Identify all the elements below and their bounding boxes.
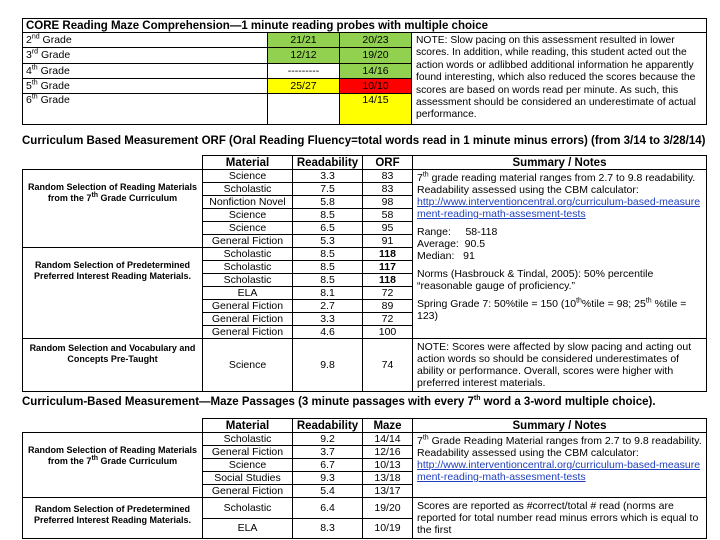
maze-row-score: 10/13 <box>363 459 413 472</box>
orf-row-material: Nonfiction Novel <box>203 196 293 209</box>
maze-row-score: 13/17 <box>363 485 413 498</box>
core-note: NOTE: Slow pacing on this assessment resulted in lower scores. In addition, while reading, this student acted out the action words or adlibbed additional information he apparently found interesting, which also reduced the scores because the scores are based on words read per minute. As such, this assessment should be considered an underestimate of actual performance. <box>412 33 707 125</box>
orf-row-score: 117 <box>363 261 413 274</box>
orf-row-score: 98 <box>363 196 413 209</box>
orf-heading: Curriculum Based Measurement ORF (Oral Reading Fluency=total words read in 1 minute minus errors) (from 3/14 to 3/28/14) <box>22 135 706 147</box>
orf-row-material: General Fiction <box>203 235 293 248</box>
orf-row-material: General Fiction <box>203 326 293 339</box>
orf-row-material: ELA <box>203 287 293 300</box>
maze-row-score: 13/18 <box>363 472 413 485</box>
orf-notes <box>413 170 707 339</box>
orf-row-score: 91 <box>363 235 413 248</box>
orf-row-readability: 4.6 <box>293 326 363 339</box>
grade-5: 5th Grade <box>23 78 268 93</box>
orf-norms: Norms (Hasbrouck & Tindal, 2005): 50% percentile “reasonable gauge of proficiency.” <box>417 268 654 292</box>
maze-row-material: Scholastic <box>203 433 293 446</box>
maze-notes <box>413 433 707 498</box>
core-3-a: 12/12 <box>268 48 340 63</box>
orf-row-readability: 6.5 <box>293 222 363 235</box>
orf-row-material: Science <box>203 222 293 235</box>
orf-row-readability: 5.3 <box>293 235 363 248</box>
grade-4: 4th Grade <box>23 63 268 78</box>
orf-table <box>22 155 707 392</box>
orf-row-score: 83 <box>363 183 413 196</box>
orf-row-score: 89 <box>363 300 413 313</box>
orf-row-material: Scholastic <box>203 261 293 274</box>
orf-row-readability: 2.7 <box>293 300 363 313</box>
orf-row-score: 74 <box>363 339 413 392</box>
maze-range-text: 7th Grade Reading Material ranges from 2.7 to 9.8 readability. Readability assessed using the CBM calculator: <box>417 434 702 459</box>
orf-row-readability: 3.3 <box>293 170 363 183</box>
maze-header-material: Material <box>203 419 293 433</box>
orf-row-material: Scholastic <box>203 248 293 261</box>
maze-table <box>22 418 707 539</box>
core-4-a: --------- <box>268 63 340 78</box>
orf-row-readability: 8.5 <box>293 209 363 222</box>
maze-group-2: Random Selection of Predetermined Preferred Interest Reading Materials. <box>23 498 203 539</box>
orf-row-readability: 9.8 <box>293 339 363 392</box>
orf-row-material: Science <box>203 170 293 183</box>
grade-3: 3rd Grade <box>23 48 268 63</box>
maze-scores-note: Scores are reported as #correct/total # read (norms are reported for total number read minus errors which is equal to the first <box>413 498 707 539</box>
maze-row-score: 12/16 <box>363 446 413 459</box>
maze-row-readability: 6.7 <box>293 459 363 472</box>
orf-note: NOTE: Scores were affected by slow pacing and acting out action words so should be considered underestimates of ability or performance. Overall, scores were higher with preferred interest materials. <box>413 339 707 392</box>
orf-group-2: Random Selection of Predetermined Preferred Interest Reading Materials. <box>23 248 203 339</box>
orf-header-summary: Summary / Notes <box>413 156 707 170</box>
orf-row-score: 118 <box>363 274 413 287</box>
maze-row-readability: 6.4 <box>293 498 363 519</box>
maze-group-1: Random Selection of Reading Materials from the 7th Grade Curriculum <box>23 433 203 498</box>
maze-row-readability: 8.3 <box>293 518 363 539</box>
maze-row-material: Science <box>203 459 293 472</box>
orf-row-score: 72 <box>363 313 413 326</box>
orf-row-readability: 8.5 <box>293 274 363 287</box>
maze-header-summary: Summary / Notes <box>413 419 707 433</box>
core-3-b: 19/20 <box>340 48 412 63</box>
maze-row-material: General Fiction <box>203 485 293 498</box>
orf-spring: Spring Grade 7: 50%tile = 150 (10th%tile = 98; 25th %tile = 123) <box>417 297 687 322</box>
orf-row-score: 58 <box>363 209 413 222</box>
orf-row-score: 100 <box>363 326 413 339</box>
orf-header-score: ORF <box>363 156 413 170</box>
orf-row-readability: 3.3 <box>293 313 363 326</box>
orf-row-score: 72 <box>363 287 413 300</box>
maze-row-score: 14/14 <box>363 433 413 446</box>
orf-row-readability: 5.8 <box>293 196 363 209</box>
orf-range: Range: 58-118 <box>417 226 498 238</box>
core-table <box>22 18 707 125</box>
maze-row-material: ELA <box>203 518 293 539</box>
orf-row-material: General Fiction <box>203 313 293 326</box>
orf-group-1: Random Selection of Reading Materials from the 7th Grade Curriculum <box>23 170 203 248</box>
core-6-b: 14/15 <box>340 94 412 125</box>
core-5-b: 10/10 <box>340 78 412 93</box>
orf-header-material: Material <box>203 156 293 170</box>
maze-row-score: 10/19 <box>363 518 413 539</box>
maze-heading: Curriculum-Based Measurement—Maze Passages (3 minute passages with every 7th word a 3-word multiple choice). <box>22 395 656 408</box>
maze-row-readability: 5.4 <box>293 485 363 498</box>
orf-row-material: Science <box>203 339 293 392</box>
orf-row-material: Scholastic <box>203 274 293 287</box>
maze-row-material: Scholastic <box>203 498 293 519</box>
maze-cbm-link[interactable]: http://www.interventioncentral.org/curriculum-based-measurement-reading-math-assesment-tests <box>417 459 701 483</box>
maze-row-readability: 9.2 <box>293 433 363 446</box>
orf-row-score: 83 <box>363 170 413 183</box>
maze-row-material: General Fiction <box>203 446 293 459</box>
grade-6: 6th Grade <box>23 94 268 125</box>
orf-average: Average: 90.5 <box>417 238 486 250</box>
orf-row-score: 118 <box>363 248 413 261</box>
orf-cbm-link[interactable]: http://www.interventioncentral.org/curriculum-based-measurement-reading-math-assesment-tests <box>417 196 701 220</box>
orf-row-material: Scholastic <box>203 183 293 196</box>
core-2-b: 20/23 <box>340 33 412 48</box>
orf-group-3: Random Selection and Vocabulary and Concepts Pre-Taught <box>23 339 203 392</box>
orf-row-readability: 8.1 <box>293 287 363 300</box>
orf-row-score: 95 <box>363 222 413 235</box>
orf-range-text: 7th grade reading material ranges from 2.7 to 9.8 readability. Readability assessed using the CBM calculator: <box>417 171 696 196</box>
core-title: CORE Reading Maze Comprehension—1 minute reading probes with multiple choice <box>23 19 707 33</box>
orf-row-readability: 8.5 <box>293 248 363 261</box>
grade-2: 2nd Grade <box>23 33 268 48</box>
core-2-a: 21/21 <box>268 33 340 48</box>
orf-row-readability: 7.5 <box>293 183 363 196</box>
maze-row-score: 19/20 <box>363 498 413 519</box>
maze-header-readability: Readability <box>293 419 363 433</box>
maze-row-material: Social Studies <box>203 472 293 485</box>
core-4-b: 14/16 <box>340 63 412 78</box>
maze-row-readability: 9.3 <box>293 472 363 485</box>
core-6-a <box>268 94 340 125</box>
orf-row-readability: 8.5 <box>293 261 363 274</box>
maze-header-score: Maze <box>363 419 413 433</box>
maze-row-readability: 3.7 <box>293 446 363 459</box>
orf-row-material: Science <box>203 209 293 222</box>
orf-header-readability: Readability <box>293 156 363 170</box>
core-5-a: 25/27 <box>268 78 340 93</box>
orf-median: Median: 91 <box>417 250 475 262</box>
orf-row-material: General Fiction <box>203 300 293 313</box>
